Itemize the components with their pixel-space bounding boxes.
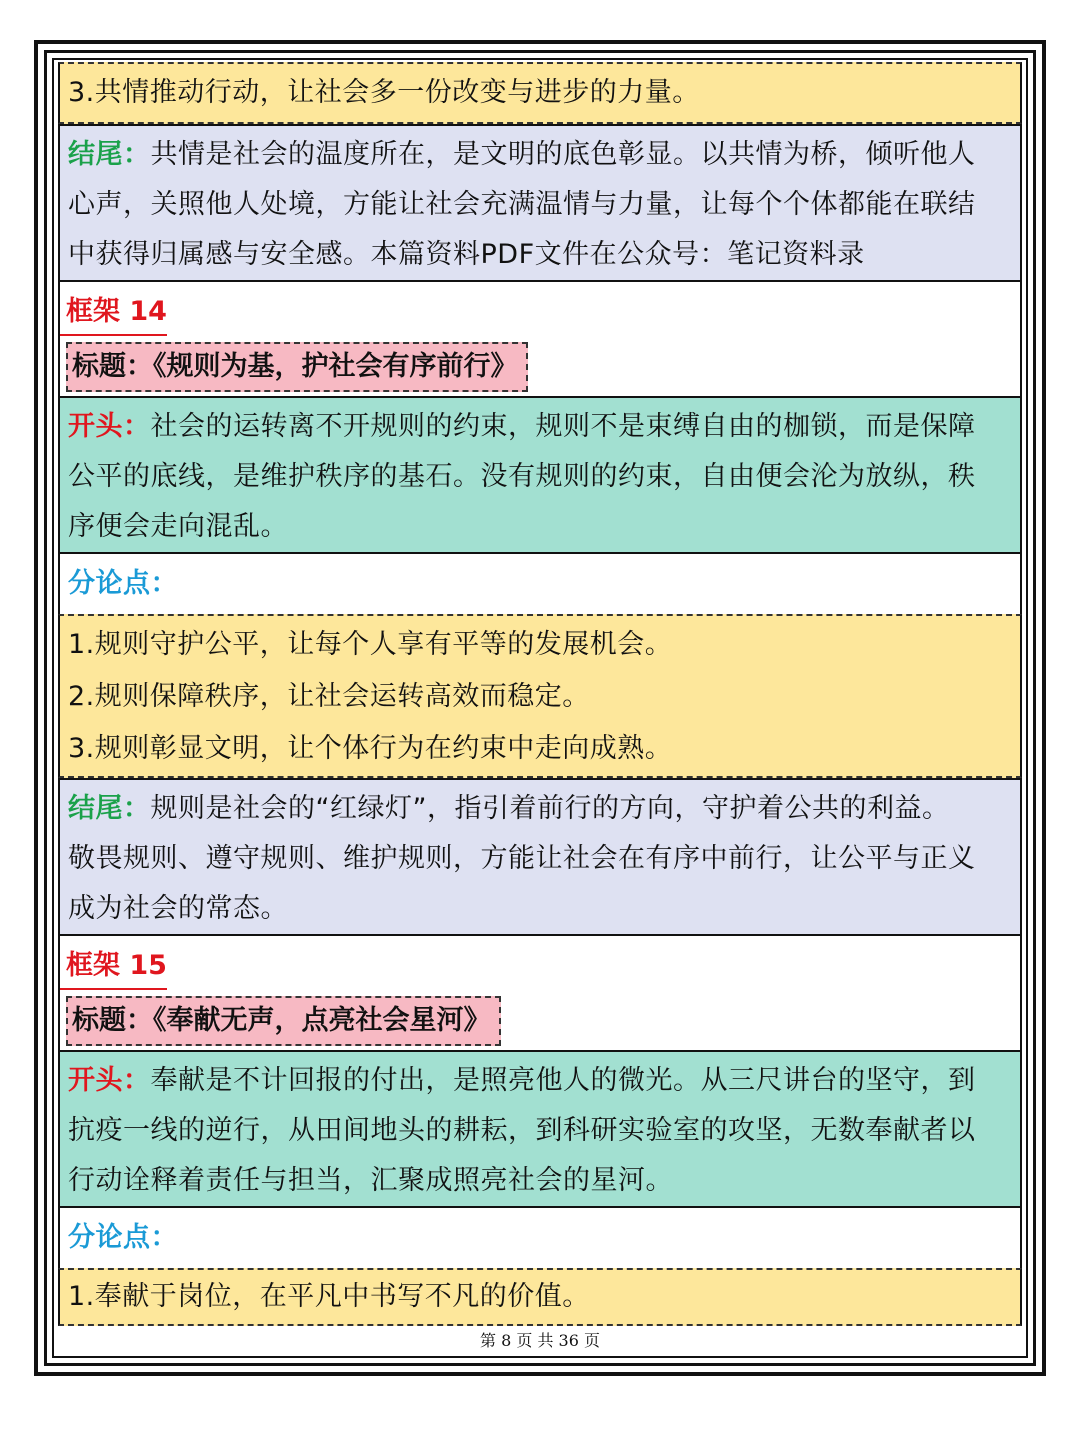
opening-line-3: 序便会走向混乱。 — [68, 511, 288, 542]
opening-line-2: 抗疫一线的逆行，从田间地头的耕耘，到科研实验室的攻坚，无数奉献者以 — [68, 1115, 976, 1146]
document-content — [58, 62, 1022, 1326]
point-item: 1.奉献于岗位，在平凡中书写不凡的价值。 — [68, 1281, 590, 1312]
opening-label: 开头： — [68, 1065, 151, 1096]
point-item: 3.共情推动行动，让社会多一份改变与进步的力量。 — [68, 77, 700, 108]
ending-block — [58, 124, 1022, 282]
frame-header-block — [58, 936, 1022, 1050]
opening-line-2: 公平的底线，是维护秩序的基石。没有规则的约束，自由便会沦为放纵，秩 — [68, 461, 976, 492]
essay-title: 标题：《规则为基，护社会有序前行》 — [66, 342, 528, 392]
points-heading-block — [58, 1208, 1022, 1268]
point-item: 2.规则保障秩序，让社会运转高效而稳定。 — [68, 681, 590, 712]
ending-line-2: 敬畏规则、遵守规则、维护规则，方能让社会在有序中前行，让公平与正义 — [68, 843, 976, 874]
ending-block — [58, 778, 1022, 936]
frame-heading: 框架 14 — [60, 290, 167, 336]
ending-line-1: 结尾：规则是社会的“红绿灯”，指引着前行的方向，守护着公共的利益。 — [68, 793, 950, 824]
opening-line-1: 开头：社会的运转离不开规则的约束，规则不是束缚自由的枷锁，而是保障 — [68, 411, 976, 442]
points-block — [58, 1268, 1022, 1326]
points-label: 分论点： — [68, 568, 178, 599]
opening-line-1: 开头：奉献是不计回报的付出，是照亮他人的微光。从三尺讲台的坚守，到 — [68, 1065, 976, 1096]
ending-line-1: 结尾：共情是社会的温度所在，是文明的底色彰显。以共情为桥，倾听他人 — [68, 139, 976, 170]
point-block — [58, 62, 1022, 124]
frame-heading: 框架 15 — [60, 944, 167, 990]
points-label: 分论点： — [68, 1222, 178, 1253]
ending-label: 结尾： — [68, 793, 151, 824]
point-item: 3.规则彰显文明，让个体行为在约束中走向成熟。 — [68, 733, 673, 764]
frame-header-block — [58, 282, 1022, 396]
essay-title: 标题：《奉献无声，点亮社会星河》 — [66, 996, 501, 1046]
ending-label: 结尾： — [68, 139, 151, 170]
opening-line-3: 行动诠释着责任与担当，汇聚成照亮社会的星河。 — [68, 1165, 673, 1196]
opening-block — [58, 396, 1022, 554]
opening-block — [58, 1050, 1022, 1208]
ending-line-3: 中获得归属感与安全感。本篇资料PDF文件在公众号：笔记资料录 — [68, 239, 865, 270]
ending-line-3: 成为社会的常态。 — [68, 893, 288, 924]
points-block — [58, 614, 1022, 778]
opening-label: 开头： — [68, 411, 151, 442]
point-item: 1.规则守护公平，让每个人享有平等的发展机会。 — [68, 629, 673, 660]
points-heading-block — [58, 554, 1022, 614]
page-footer: 第 8 页 共 36 页 — [480, 1331, 600, 1350]
ending-line-2: 心声，关照他人处境，方能让社会充满温情与力量，让每个个体都能在联结 — [68, 189, 976, 220]
